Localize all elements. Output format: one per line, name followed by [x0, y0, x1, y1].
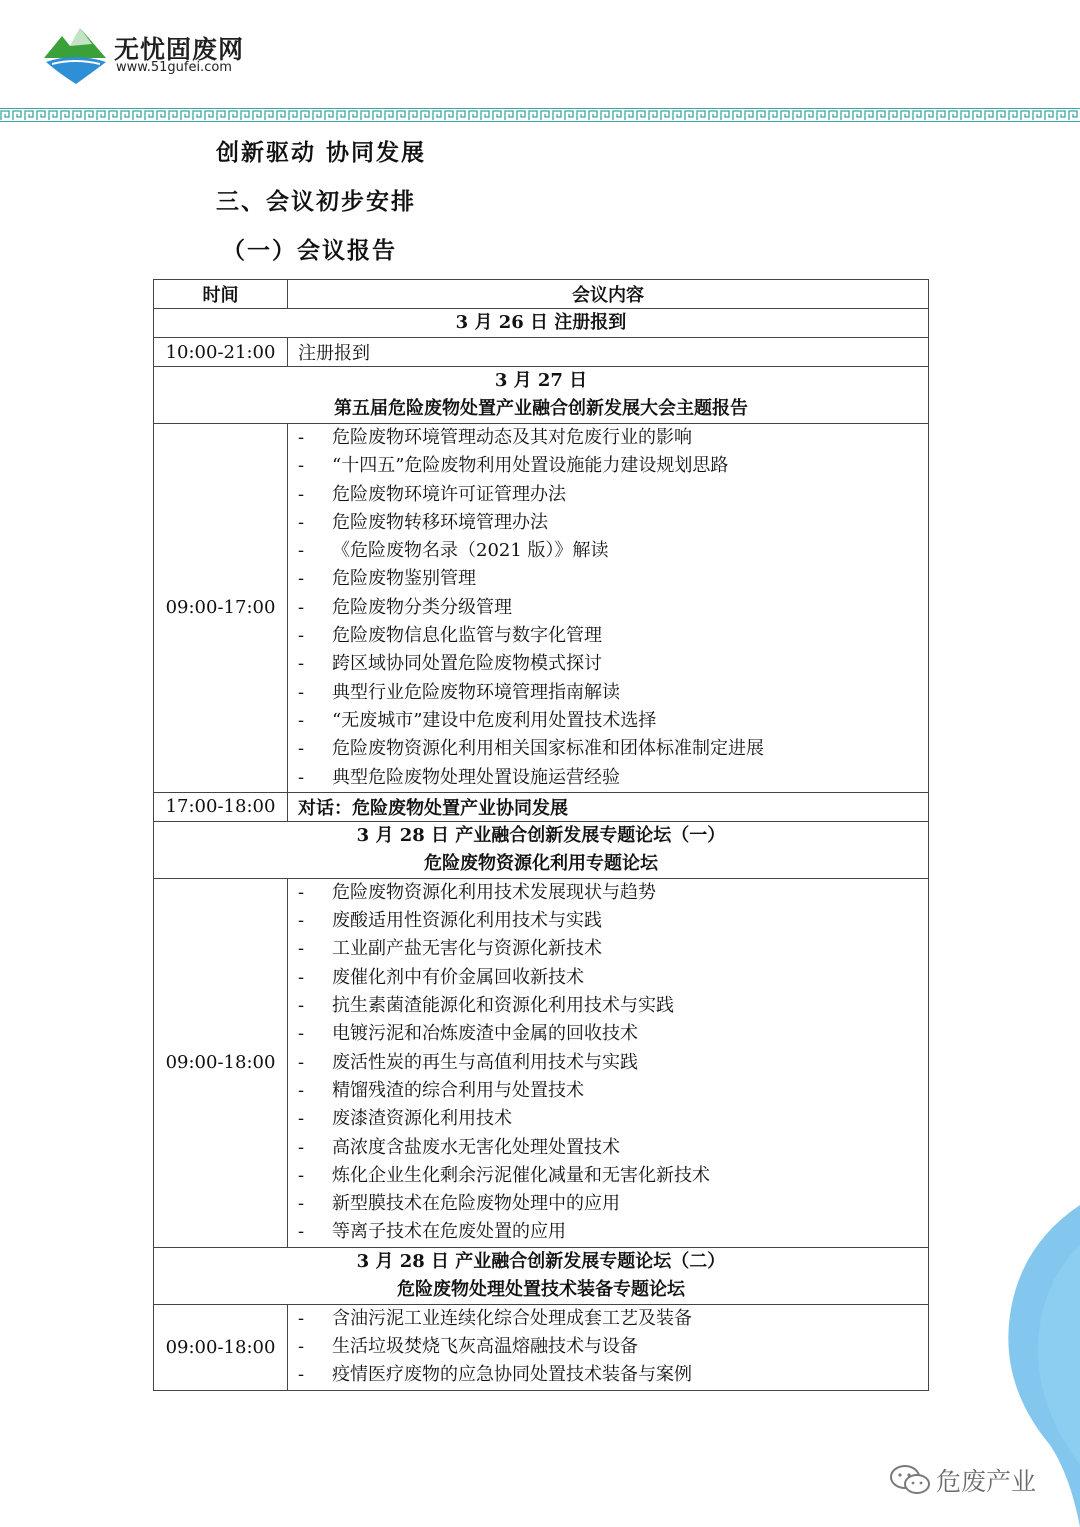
decorative-border: [0, 108, 1080, 122]
section-heading: 三、会议初步安排: [216, 188, 416, 215]
list-item: - 精馏残渣的综合利用与处置技术: [288, 1077, 928, 1105]
table-header-row: [154, 280, 929, 309]
list-item: - 等离子技术在危废处置的应用: [288, 1218, 928, 1246]
day28b-sessions-row: [154, 1304, 929, 1390]
day28a-time: 09:00-18:00: [154, 878, 288, 1247]
day27-items: [288, 424, 929, 793]
day28a-list: [288, 879, 928, 1247]
header-time: 时间: [154, 280, 288, 309]
day28a-title-row: [154, 821, 929, 878]
list-item: - 工业副产盐无害化与资源化新技术: [288, 935, 928, 963]
day28b-title-row: [154, 1247, 929, 1304]
list-item: - 废漆渣资源化利用技术: [288, 1105, 928, 1133]
day26-title-row: [154, 309, 929, 338]
subsection-heading: （一）会议报告: [222, 237, 397, 264]
list-item: - “无废城市”建设中危废利用处置技术选择: [288, 707, 928, 735]
list-item: - 疫情医疗废物的应急协同处置技术装备与案例: [288, 1361, 928, 1389]
day28b-title-forum: 危险废物处理处置技术装备专题论坛: [397, 1278, 685, 1300]
list-item: - 危险废物环境许可证管理办法: [288, 481, 928, 509]
day28b-items: [288, 1304, 929, 1390]
day27-title: [154, 367, 929, 424]
day28a-title-forum: 危险废物资源化利用专题论坛: [424, 852, 658, 874]
table-row: [154, 338, 929, 367]
list-item: - 危险废物环境管理动态及其对危废行业的影响: [288, 424, 928, 452]
list-item: - 废催化剂中有价金属回收新技术: [288, 964, 928, 992]
list-item: - 废酸适用性资源化利用技术与实践: [288, 907, 928, 935]
watermark-text: 危废产业: [936, 1467, 1037, 1496]
day28b-title: [154, 1247, 929, 1304]
day27-title-row: [154, 367, 929, 424]
list-item: - 炼化企业生化剩余污泥催化减量和无害化新技术: [288, 1162, 928, 1190]
day28b-list: [288, 1305, 928, 1390]
logo-url: www.51gufei.com: [116, 60, 232, 75]
header-content: 会议内容: [288, 280, 929, 309]
wechat-icon: [888, 1464, 932, 1496]
list-item: - 危险废物鉴别管理: [288, 565, 928, 593]
day28b-title-date: 3 月 28 日 产业融合创新发展专题论坛（二）: [356, 1250, 726, 1272]
schedule-table: [153, 279, 929, 1391]
list-item: - 抗生素菌渣能源化和资源化利用技术与实践: [288, 992, 928, 1020]
list-item: - 电镀污泥和冶炼废渣中金属的回收技术: [288, 1020, 928, 1048]
day28b-time: 09:00-18:00: [154, 1304, 288, 1390]
list-item: - 危险废物资源化利用相关国家标准和团体标准制定进展: [288, 735, 928, 763]
dialogue-item: 对话：危险废物处置产业协同发展: [288, 792, 929, 821]
day27-title-date: 3 月 27 日: [494, 370, 588, 391]
day28a-title: [154, 821, 929, 878]
list-item: - 生活垃圾焚烧飞灰高温熔融技术与设备: [288, 1333, 928, 1361]
day26-time: 10:00-21:00: [154, 338, 288, 367]
day26-item: 注册报到: [288, 338, 929, 367]
day27-time: 09:00-17:00: [154, 424, 288, 793]
list-item: - 高浓度含盐废水无害化处理处置技术: [288, 1134, 928, 1162]
list-item: - “十四五”危险废物利用处置设施能力建设规划思路: [288, 452, 928, 480]
list-item: - 典型行业危险废物环境管理指南解读: [288, 679, 928, 707]
list-item: - 跨区域协同处置危险废物模式探讨: [288, 650, 928, 678]
list-item: - 《危险废物名录（2021 版）》解读: [288, 537, 928, 565]
motto-heading: 创新驱动 协同发展: [216, 139, 427, 166]
list-item: - 含油污泥工业连续化综合处理成套工艺及装备: [288, 1305, 928, 1333]
logo-name: 无忧固废网: [114, 35, 245, 64]
day27-list: [288, 424, 928, 792]
day27-title-event: 第五届危险废物处置产业融合创新发展大会主题报告: [334, 398, 748, 419]
list-item: - 危险废物分类分级管理: [288, 594, 928, 622]
list-item: - 典型危险废物处理处置设施运营经验: [288, 764, 928, 792]
day28a-sessions-row: [154, 878, 929, 1247]
list-item: - 危险废物转移环境管理办法: [288, 509, 928, 537]
list-item: - 危险废物资源化利用技术发展现状与趋势: [288, 879, 928, 907]
watermark: [888, 1460, 1058, 1500]
logo-mountain-icon: [40, 22, 110, 88]
day28a-items: [288, 878, 929, 1247]
list-item: - 危险废物信息化监管与数字化管理: [288, 622, 928, 650]
site-logo: [40, 22, 270, 92]
day26-title: 3 月 26 日 注册报到: [154, 309, 929, 338]
table-row: [154, 792, 929, 821]
list-item: - 废活性炭的再生与高值利用技术与实践: [288, 1049, 928, 1077]
dialogue-time: 17:00-18:00: [154, 792, 288, 821]
day27-sessions-row: [154, 424, 929, 793]
list-item: - 新型膜技术在危险废物处理中的应用: [288, 1190, 928, 1218]
day28a-title-date: 3 月 28 日 产业融合创新发展专题论坛（一）: [356, 824, 726, 846]
